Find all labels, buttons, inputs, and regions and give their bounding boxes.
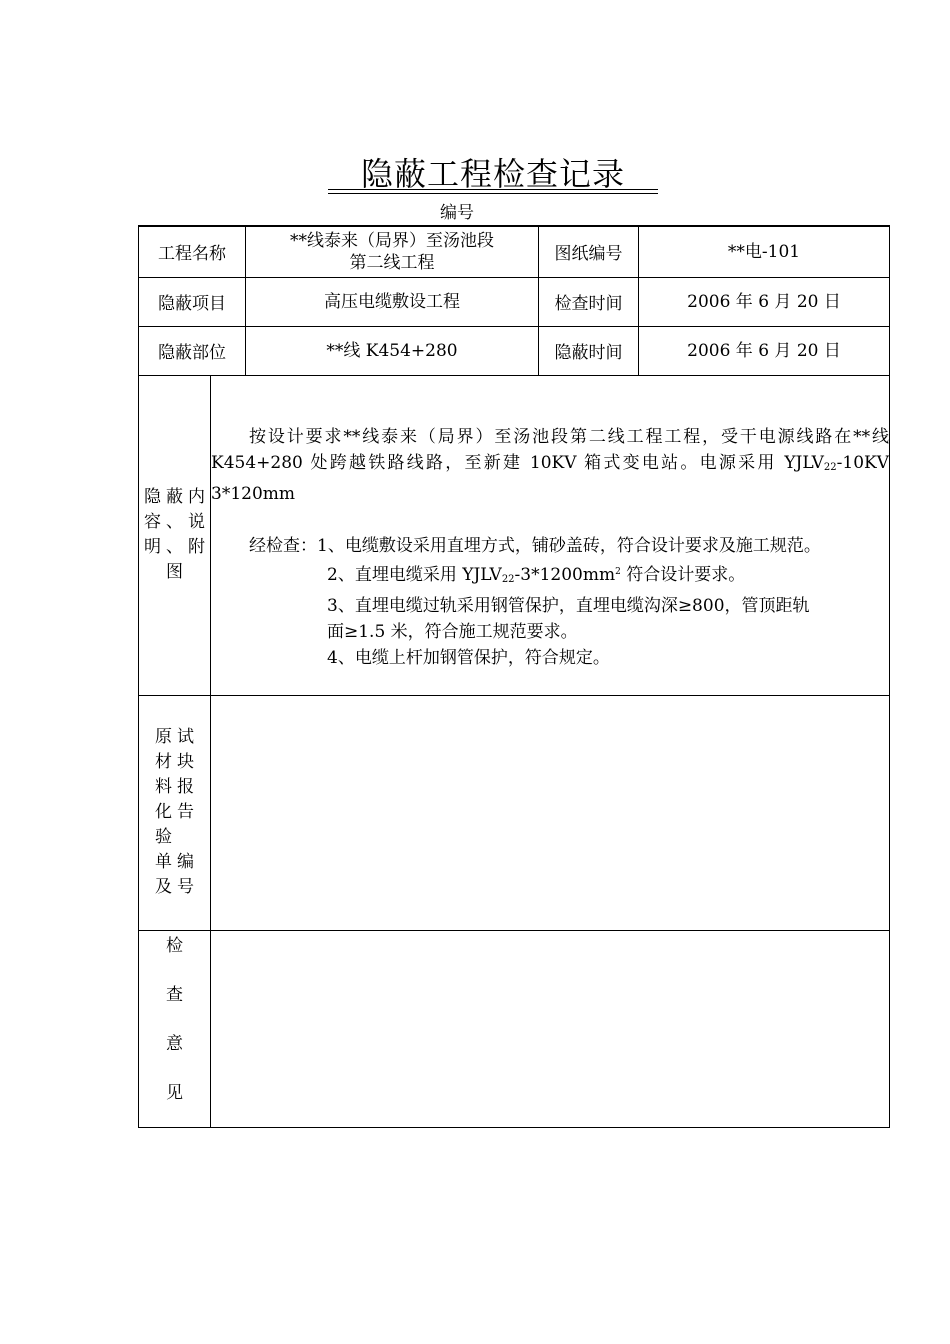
materials-label-char: 单	[155, 852, 172, 872]
inspection-label-char: 查	[166, 984, 183, 1005]
row-project-name	[139, 226, 890, 277]
hidden-time-value: 2006 年 6 月 20 日	[639, 326, 890, 375]
page-title: 隐蔽工程检查记录	[360, 155, 625, 193]
materials-content	[211, 695, 890, 930]
content-label-char: 内	[188, 487, 205, 507]
inspection-content	[211, 930, 890, 1127]
hidden-part-value: **线 K454+280	[246, 326, 539, 375]
row-hidden-part	[139, 326, 890, 375]
content-label-char: 图	[166, 562, 183, 582]
content-item-3-line2: 面≥1.5 米，符合施工规范要求。	[327, 621, 578, 642]
title-underline	[328, 189, 658, 190]
content-label-column	[139, 485, 210, 585]
content-label-char: 容	[144, 512, 161, 532]
materials-label-char: 编	[177, 852, 194, 872]
materials-section-label	[139, 695, 211, 930]
inspection-label-column	[139, 931, 210, 1127]
check-time-label: 检查时间	[539, 277, 639, 326]
title-underline-second	[328, 193, 658, 194]
inspection-label-char: 见	[166, 1082, 183, 1103]
materials-label-char: 及	[155, 877, 172, 897]
content-label-char: 隐	[144, 487, 161, 507]
drawing-no-label: 图纸编号	[539, 226, 639, 277]
content-paragraph-2: 经检查：1、电缆敷设采用直埋方式，铺砂盖砖，符合设计要求及施工规范。	[249, 535, 821, 556]
inspection-label-char: 检	[166, 935, 183, 956]
materials-label-char: 验	[155, 827, 172, 847]
materials-label-char: 料	[155, 777, 172, 797]
hidden-item-label: 隐蔽项目	[139, 277, 246, 326]
materials-label-grid	[139, 725, 210, 900]
materials-label-char: 材	[155, 752, 172, 772]
hidden-time-label: 隐蔽时间	[539, 326, 639, 375]
project-name-label: 工程名称	[139, 226, 246, 277]
project-name-value	[246, 226, 539, 277]
materials-label-char: 块	[177, 752, 194, 772]
content-item-3-line1: 3、直埋电缆过轨采用钢管保护，直埋电缆沟深≥800，管顶距轨	[327, 595, 810, 616]
content-label-char: 附	[188, 537, 205, 557]
materials-label-char: 原	[155, 727, 172, 747]
content-item-2: 2、直埋电缆采用 $YJLV_{22}-3*1200mm^2$ 符合设计要求。	[327, 564, 746, 585]
drawing-no-value: **电-101	[639, 226, 890, 277]
materials-label-char: 号	[177, 877, 194, 897]
serial-number-label: 编号	[440, 203, 474, 223]
row-content-description	[139, 375, 890, 695]
record-table	[138, 225, 906, 1128]
content-label-char: 蔽	[166, 487, 183, 507]
content-label-char: 、	[166, 537, 183, 557]
row-inspection-opinion	[139, 930, 890, 1127]
row-hidden-item	[139, 277, 890, 326]
hidden-part-label: 隐蔽部位	[139, 326, 246, 375]
inspection-section-label	[139, 930, 211, 1127]
project-name-line1: **线泰来（局界）至汤池段	[290, 230, 494, 251]
content-label-char: 明	[144, 537, 161, 557]
materials-label-char	[175, 825, 197, 850]
content-item-4: 4、电缆上杆加钢管保护，符合规定。	[327, 647, 610, 668]
materials-label-char: 报	[177, 777, 194, 797]
content-label-char: 说	[188, 512, 205, 532]
project-name-line2: 第二线工程	[349, 252, 435, 273]
hidden-item-value: 高压电缆敷设工程	[246, 277, 539, 326]
content-section-label	[139, 375, 211, 695]
materials-label-char: 告	[177, 802, 194, 822]
inspection-label-char: 意	[166, 1033, 183, 1054]
content-description	[211, 375, 906, 695]
content-paragraph-1: 按设计要求**线泰来（局界）至汤池段第二线工程工程，受干电源线路在**线 K454+280 处跨越铁路线路，至新建 10KV 箱式变电站。电源采用 $YJLV_{22}-10KV$ 3*120mm	[211, 426, 906, 504]
materials-label-char: 试	[177, 727, 194, 747]
content-label-char: 、	[166, 512, 183, 532]
check-time-value: 2006 年 6 月 20 日	[639, 277, 890, 326]
row-materials	[139, 695, 890, 930]
materials-label-char: 化	[155, 802, 172, 822]
